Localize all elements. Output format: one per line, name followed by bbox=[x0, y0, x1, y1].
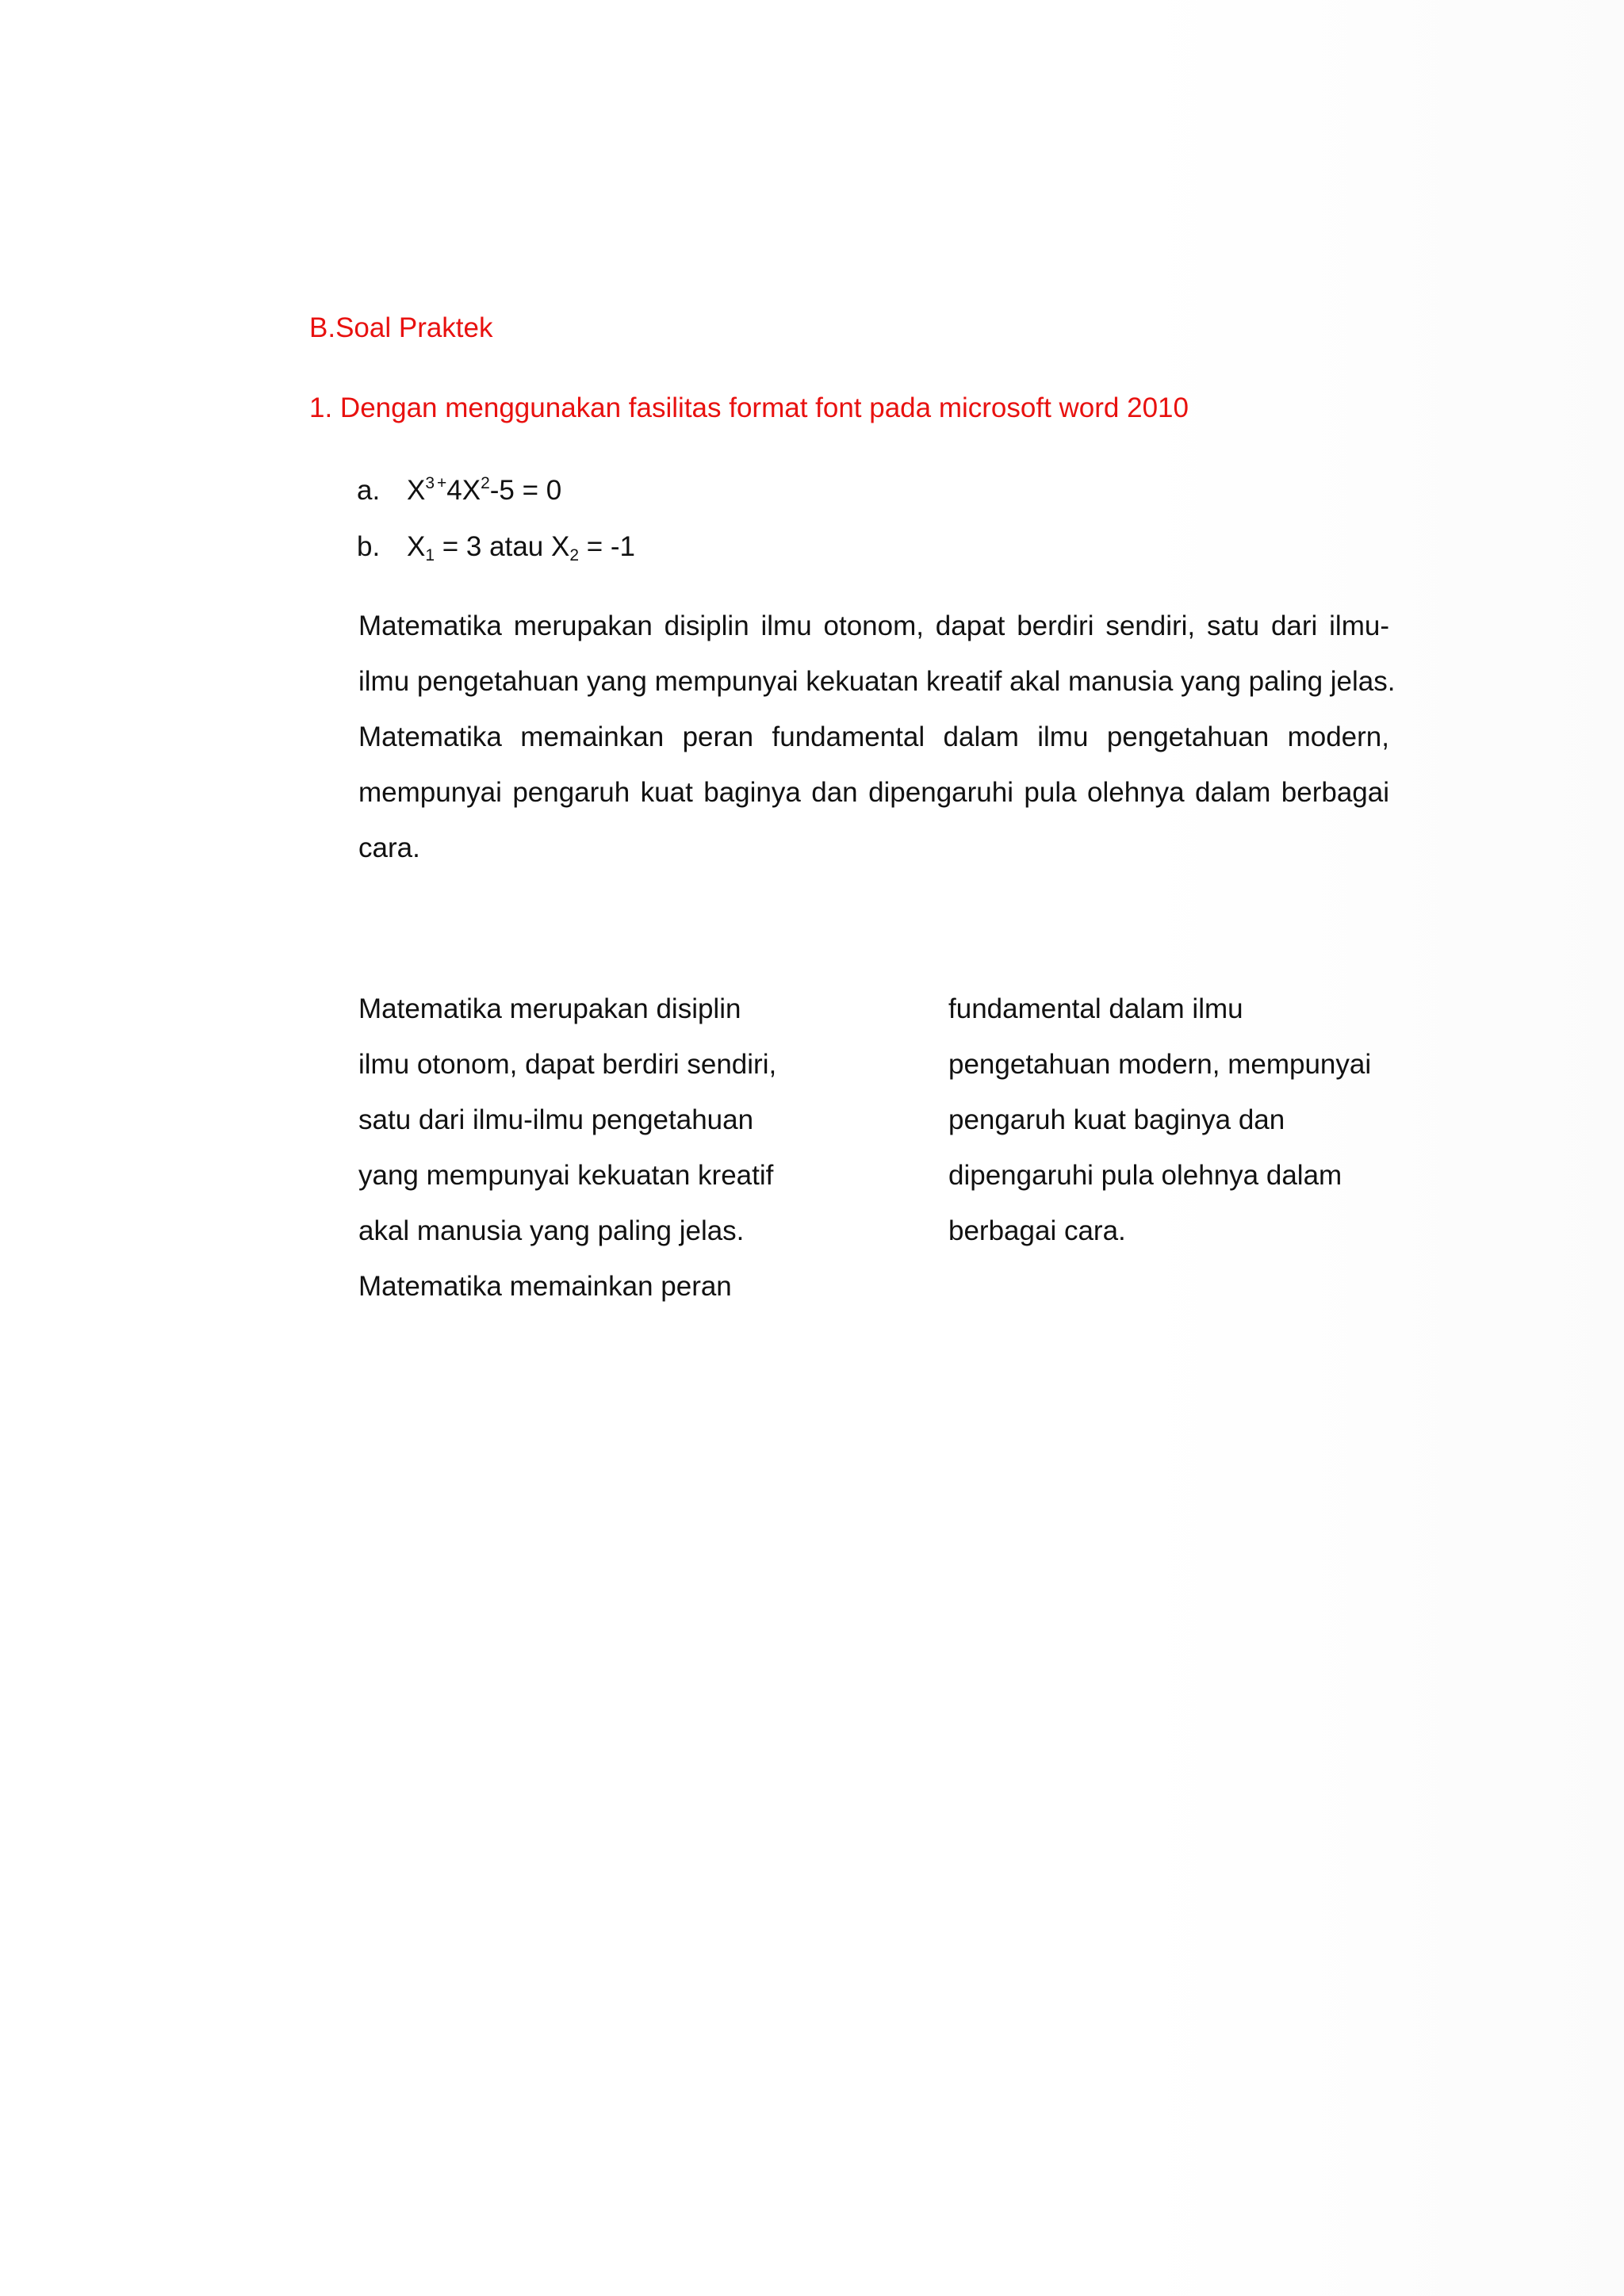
section-title: B.Soal Praktek bbox=[309, 312, 493, 343]
column-line: satu dari ilmu-ilmu pengetahuan bbox=[358, 1104, 754, 1135]
column-line: yang mempunyai kekuatan kreatif bbox=[358, 1160, 774, 1191]
column-left bbox=[358, 995, 776, 1328]
list-item-a bbox=[357, 476, 561, 504]
paragraph-line: Matematika memainkan peran fundamental dalam ilmu pengetahuan modern, bbox=[358, 721, 1389, 752]
column-line: dipengaruhi pula olehnya dalam bbox=[948, 1160, 1342, 1191]
equation-b: $X_1 = 3$ atau $X_2 = -1$ bbox=[407, 531, 636, 564]
list-marker-b: b. bbox=[357, 531, 381, 562]
column-line: berbagai cara. bbox=[948, 1215, 1126, 1246]
list-marker-a: a. bbox=[357, 475, 381, 506]
column-line: Matematika merupakan disiplin bbox=[358, 993, 741, 1024]
column-line: akal manusia yang paling jelas. bbox=[358, 1215, 745, 1246]
paragraph-line: cara. bbox=[358, 832, 420, 863]
task-instruction: 1. Dengan menggunakan fasilitas format font pada microsoft word 2010 bbox=[309, 392, 1189, 423]
list-item-b bbox=[357, 531, 636, 564]
column-line: pengetahuan modern, mempunyai bbox=[948, 1049, 1372, 1080]
justified-paragraph bbox=[358, 610, 1396, 890]
column-line: ilmu otonom, dapat berdiri sendiri, bbox=[358, 1049, 777, 1080]
paragraph-line: ilmu pengetahuan yang mempunyai kekuatan kreatif akal manusia yang paling jelas. bbox=[358, 666, 1396, 697]
column-line: Matematika memainkan peran bbox=[358, 1271, 732, 1302]
paragraph-line: mempunyai pengaruh kuat baginya dan dipengaruhi pula olehnya dalam berbagai bbox=[358, 777, 1389, 808]
equation-a: $X^3$ $^+4X^2-5 = 0$ bbox=[407, 474, 562, 506]
column-line: pengaruh kuat baginya dan bbox=[948, 1104, 1285, 1135]
column-right bbox=[948, 995, 1371, 1272]
column-line: fundamental dalam ilmu bbox=[948, 993, 1243, 1024]
paragraph-line: Matematika merupakan disiplin ilmu otonom, dapat berdiri sendiri, satu dari ilmu- bbox=[358, 610, 1389, 641]
